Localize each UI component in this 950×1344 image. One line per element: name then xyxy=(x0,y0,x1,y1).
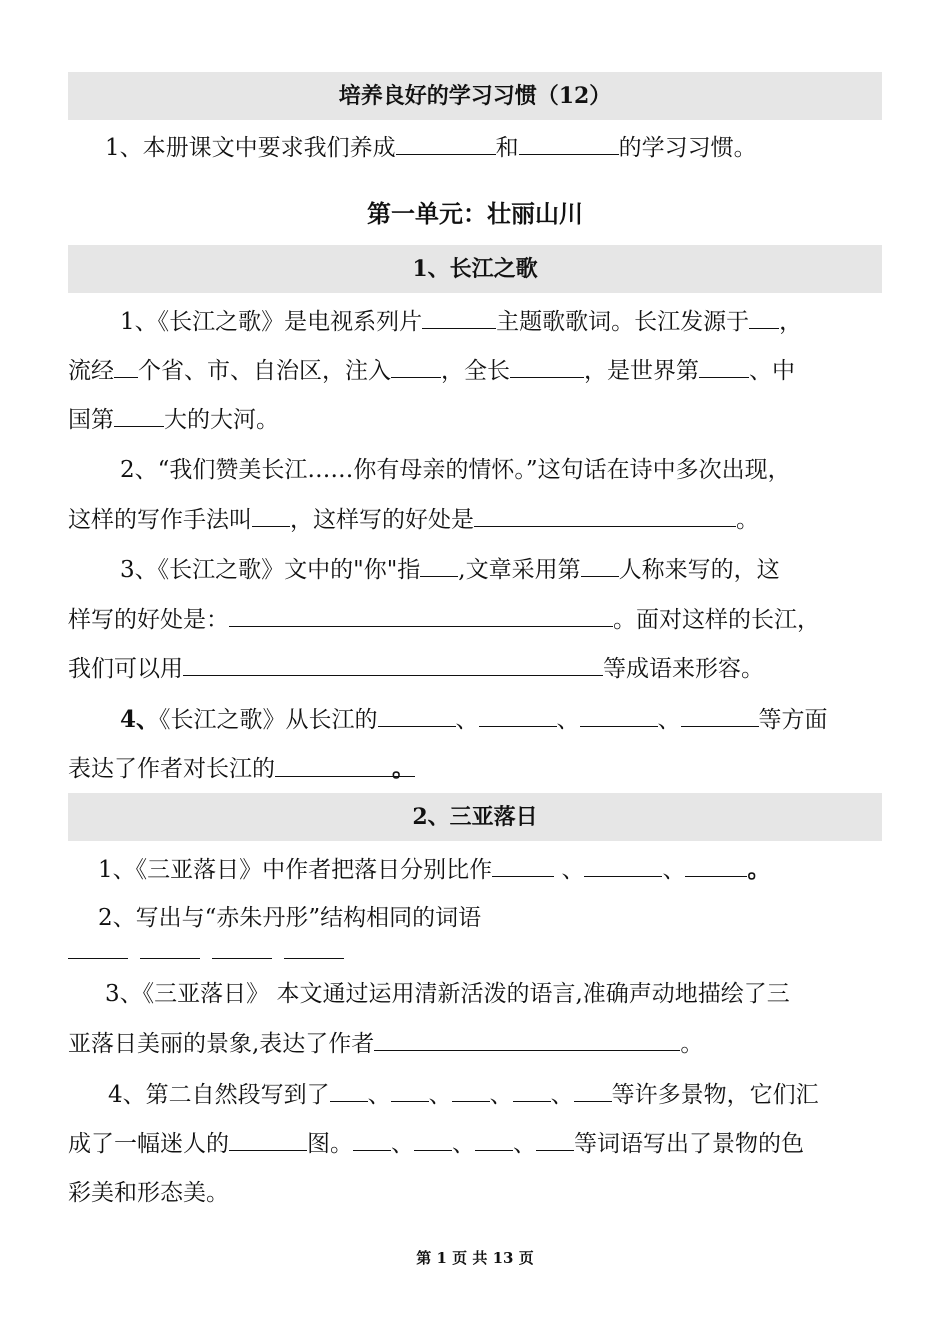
answer-blank[interactable] xyxy=(229,604,613,627)
q-text: 3、《三亚落日》 本文通过运用清新活泼的语言,准确声动地描绘了三 xyxy=(105,981,790,1007)
q-text: 、 xyxy=(391,1131,414,1157)
q-text: 国第 xyxy=(68,407,114,433)
lesson1-q1-line3 xyxy=(68,404,882,435)
answer-blank[interactable] xyxy=(574,1079,612,1102)
lesson2-q3-line1 xyxy=(105,979,919,1009)
answer-blank[interactable] xyxy=(519,132,619,155)
answer-blank[interactable] xyxy=(396,132,496,155)
q-text: 流经 xyxy=(68,358,114,384)
answer-blank[interactable] xyxy=(584,854,662,877)
q-number: 4、 xyxy=(120,706,160,733)
answer-blank[interactable] xyxy=(114,355,138,378)
q-text: ， xyxy=(779,309,803,335)
answer-blank[interactable] xyxy=(479,704,557,727)
q-text: 、 xyxy=(489,1082,513,1108)
q-text: ，这样写的好处是 xyxy=(290,507,474,533)
answer-blank[interactable] xyxy=(452,1079,490,1102)
q-text: 人称来写的，这 xyxy=(618,557,780,583)
q-text: 主题歌歌词。长江发源于 xyxy=(496,309,750,335)
q-text: 。 xyxy=(392,755,415,782)
q-text: 图。 xyxy=(307,1131,353,1157)
lesson1-q2-line1 xyxy=(120,455,934,485)
q-text: 彩美和形态美。 xyxy=(68,1180,229,1206)
page-footer: 第 1 页 共 13 页 xyxy=(416,1249,534,1267)
lesson1-q2-line2 xyxy=(68,504,882,535)
answer-blank[interactable] xyxy=(492,854,554,877)
q-text: ，全长 xyxy=(441,358,510,384)
q-text: 等许多景物，它们汇 xyxy=(611,1082,819,1108)
habits-question-1 xyxy=(105,132,919,163)
q-text: 等成语来形容。 xyxy=(603,656,764,682)
q-text: 1、《长江之歌》是电视系列片 xyxy=(120,309,423,335)
lesson-1-title: 1、长江之歌 xyxy=(68,245,882,293)
q-text: 、中 xyxy=(749,358,795,384)
q-text: 。 xyxy=(736,507,759,533)
lesson2-q2 xyxy=(98,903,912,933)
answer-blank[interactable] xyxy=(374,1028,680,1051)
lesson1-q3-line2 xyxy=(68,604,882,635)
answer-blank[interactable] xyxy=(330,1079,368,1102)
q-text: 1、《三亚落日》中作者把落日分别比作 xyxy=(98,857,493,883)
answer-blank[interactable] xyxy=(749,306,779,329)
q-text: 《长江之歌》从长江的 xyxy=(159,707,378,733)
q-text: 、 xyxy=(554,857,585,883)
q-text: 亚落日美丽的景象,表达了作者 xyxy=(68,1031,375,1057)
answer-blank[interactable] xyxy=(353,1128,391,1151)
q-text: 、 xyxy=(556,707,580,733)
lesson1-q1-line2 xyxy=(68,355,882,386)
lesson1-q1-line1 xyxy=(120,306,934,337)
q-text: 成了一幅迷人的 xyxy=(68,1131,229,1157)
answer-blank[interactable] xyxy=(114,404,164,427)
answer-blank[interactable] xyxy=(391,355,441,378)
answer-blank[interactable] xyxy=(420,554,458,577)
lesson2-q1 xyxy=(98,854,912,885)
q-text: 1、本册课文中要求我们养成 xyxy=(105,135,396,161)
q-text: 、 xyxy=(452,1131,475,1157)
unit-title: 第一单元：壮丽山川 xyxy=(367,200,583,228)
answer-blank[interactable] xyxy=(252,504,290,527)
lesson1-q3-line3 xyxy=(68,653,882,684)
answer-blank[interactable] xyxy=(391,1079,429,1102)
answer-blank[interactable] xyxy=(474,504,736,527)
q-text: 这样的写作手法叫 xyxy=(68,507,252,533)
q-text: 等词语写出了景物的色 xyxy=(574,1131,804,1157)
answer-blank[interactable] xyxy=(212,936,272,959)
lesson1-q3-line1 xyxy=(120,554,934,585)
answer-blank[interactable] xyxy=(536,1128,574,1151)
lesson2-q2-blanks xyxy=(68,936,882,966)
q-text: ，是世界第 xyxy=(584,358,699,384)
q-text: 、 xyxy=(428,1082,452,1108)
q-text: 、 xyxy=(367,1082,391,1108)
answer-blank[interactable] xyxy=(510,355,584,378)
q-text: 大的大河。 xyxy=(164,407,279,433)
answer-blank[interactable] xyxy=(229,1128,307,1151)
lesson-2-title: 2、三亚落日 xyxy=(68,793,882,841)
q-text: 3、《长江之歌》文中的"你"指 xyxy=(120,557,421,583)
q-text: 。面对这样的长江， xyxy=(613,607,820,633)
answer-blank[interactable] xyxy=(183,653,603,676)
answer-blank[interactable] xyxy=(140,936,200,959)
answer-blank[interactable] xyxy=(68,936,128,959)
q-text: 、 xyxy=(657,707,681,733)
answer-blank[interactable] xyxy=(275,754,415,782)
q-text: 2、写出与“赤朱丹彤”结构相同的词语 xyxy=(98,905,482,931)
q-text: 我们可以用 xyxy=(68,656,183,682)
page-title: 培养良好的学习习惯（12） xyxy=(68,72,882,120)
q-text: 4、第二自然段写到了 xyxy=(108,1082,330,1108)
answer-blank[interactable] xyxy=(475,1128,513,1151)
lesson2-q4-line2 xyxy=(68,1128,882,1159)
lesson2-q4-line3 xyxy=(68,1178,882,1208)
lesson1-q4-line2 xyxy=(68,754,882,784)
q-text: 个省、市、自治区，注入 xyxy=(138,358,391,384)
q-text: 。 xyxy=(747,856,771,883)
q-text: 样写的好处是： xyxy=(68,607,229,633)
q-text: 2、“我们赞美长江……你有母亲的情怀。”这句话在诗中多次出现， xyxy=(120,457,791,483)
lesson2-q3-line2 xyxy=(68,1028,882,1059)
q-text: 。 xyxy=(680,1031,704,1057)
answer-blank[interactable] xyxy=(284,936,344,959)
q-text: ,文章采用第 xyxy=(458,557,581,583)
answer-blank[interactable] xyxy=(422,306,496,329)
q-text: 、 xyxy=(455,707,479,733)
q-text: 、 xyxy=(550,1082,574,1108)
q-text: 、 xyxy=(662,857,686,883)
answer-blank[interactable] xyxy=(699,355,749,378)
answer-blank[interactable] xyxy=(414,1128,452,1151)
q-text: 和 xyxy=(495,135,519,161)
q-text: 的学习习惯。 xyxy=(618,135,757,161)
answer-blank[interactable] xyxy=(580,704,658,727)
q-text: 、 xyxy=(513,1131,536,1157)
q-text: 等方面 xyxy=(758,707,828,733)
lesson1-q4-line1 xyxy=(120,704,934,735)
answer-blank[interactable] xyxy=(685,854,747,877)
lesson2-q4-line1 xyxy=(108,1079,922,1110)
answer-blank[interactable] xyxy=(681,704,759,727)
answer-blank[interactable] xyxy=(581,554,619,577)
answer-blank[interactable] xyxy=(513,1079,551,1102)
q-text: 表达了作者对长江的 xyxy=(68,756,275,782)
answer-blank[interactable] xyxy=(378,704,456,727)
